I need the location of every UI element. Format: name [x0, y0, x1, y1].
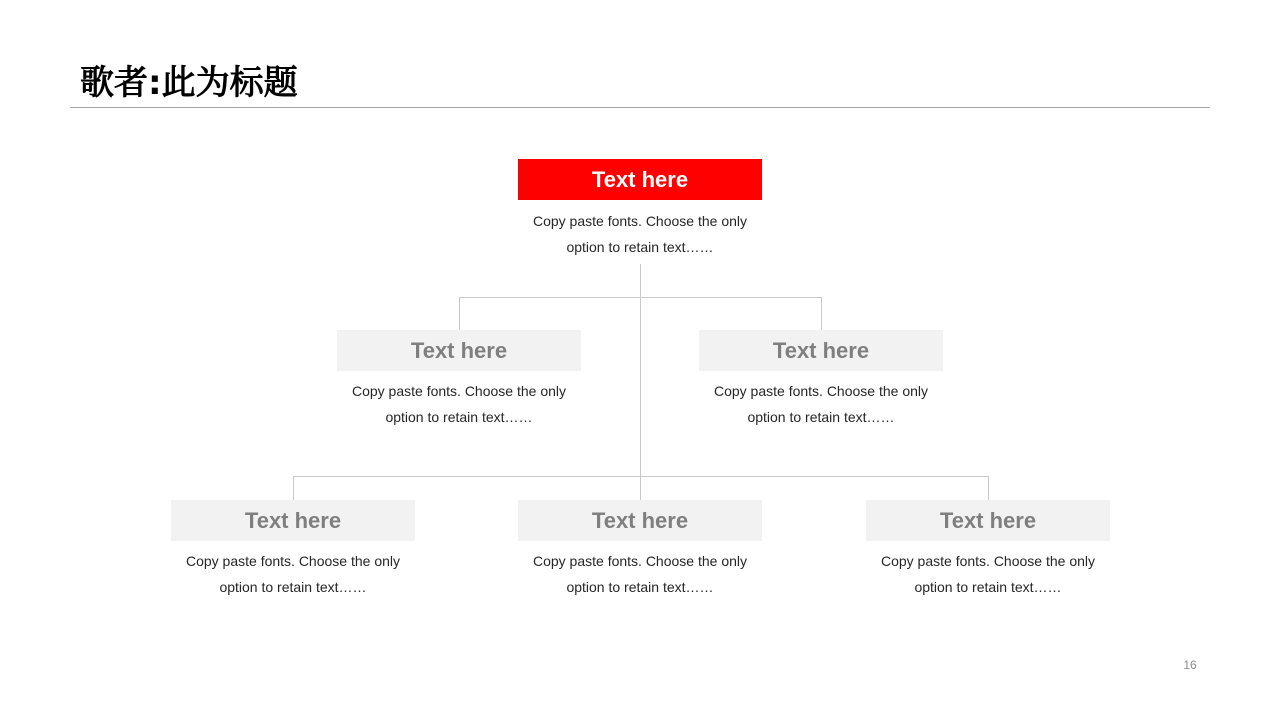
- bottom-right-node-box: [866, 500, 1110, 541]
- bottom-left-node-desc-line-1: Copy paste fonts. Choose the only: [185, 553, 401, 569]
- mid-right-node-box: [699, 330, 943, 371]
- bottom-center-node-desc-line-1: Copy paste fonts. Choose the only: [532, 553, 748, 569]
- bottom-center-node-box: [518, 500, 762, 541]
- mid-left-node-desc-line-1: Copy paste fonts. Choose the only: [351, 383, 567, 399]
- mid-right-node-desc-line-1: Copy paste fonts. Choose the only: [713, 383, 929, 399]
- mid-left-node-desc-line-2: option to retain text……: [385, 409, 533, 425]
- mid-left-node-label: Text here: [410, 337, 508, 363]
- bottom-left-node-description: [163, 548, 423, 600]
- mid-left-node-box: [337, 330, 581, 371]
- root-node-desc-line-1: Copy paste fonts. Choose the only: [532, 213, 748, 229]
- mid-right-node-desc-line-2: option to retain text……: [747, 409, 895, 425]
- bottom-right-node-description: [858, 548, 1118, 600]
- bottom-right-node-label: Text here: [939, 507, 1037, 533]
- mid-right-node-label: Text here: [772, 337, 870, 363]
- slide-title: 歌者:此为标题: [80, 63, 298, 103]
- bottom-left-node-box: [171, 500, 415, 541]
- root-node-desc-line-2: option to retain text……: [566, 239, 714, 255]
- mid-left-node-description: [329, 378, 589, 430]
- bottom-right-node-desc-line-1: Copy paste fonts. Choose the only: [880, 553, 1096, 569]
- root-node-description: [510, 208, 770, 260]
- root-node-label: Text here: [591, 166, 689, 192]
- bottom-center-node-desc-line-2: option to retain text……: [566, 579, 714, 595]
- bottom-left-node-label: Text here: [244, 507, 342, 533]
- bottom-left-node-desc-line-2: option to retain text……: [219, 579, 367, 595]
- bottom-right-node-desc-line-2: option to retain text……: [914, 579, 1062, 595]
- bottom-center-node-description: [510, 548, 770, 600]
- root-node-box: [518, 159, 762, 200]
- page-number: 16: [1183, 658, 1197, 672]
- mid-right-node-description: [691, 378, 951, 430]
- bottom-center-node-label: Text here: [591, 507, 689, 533]
